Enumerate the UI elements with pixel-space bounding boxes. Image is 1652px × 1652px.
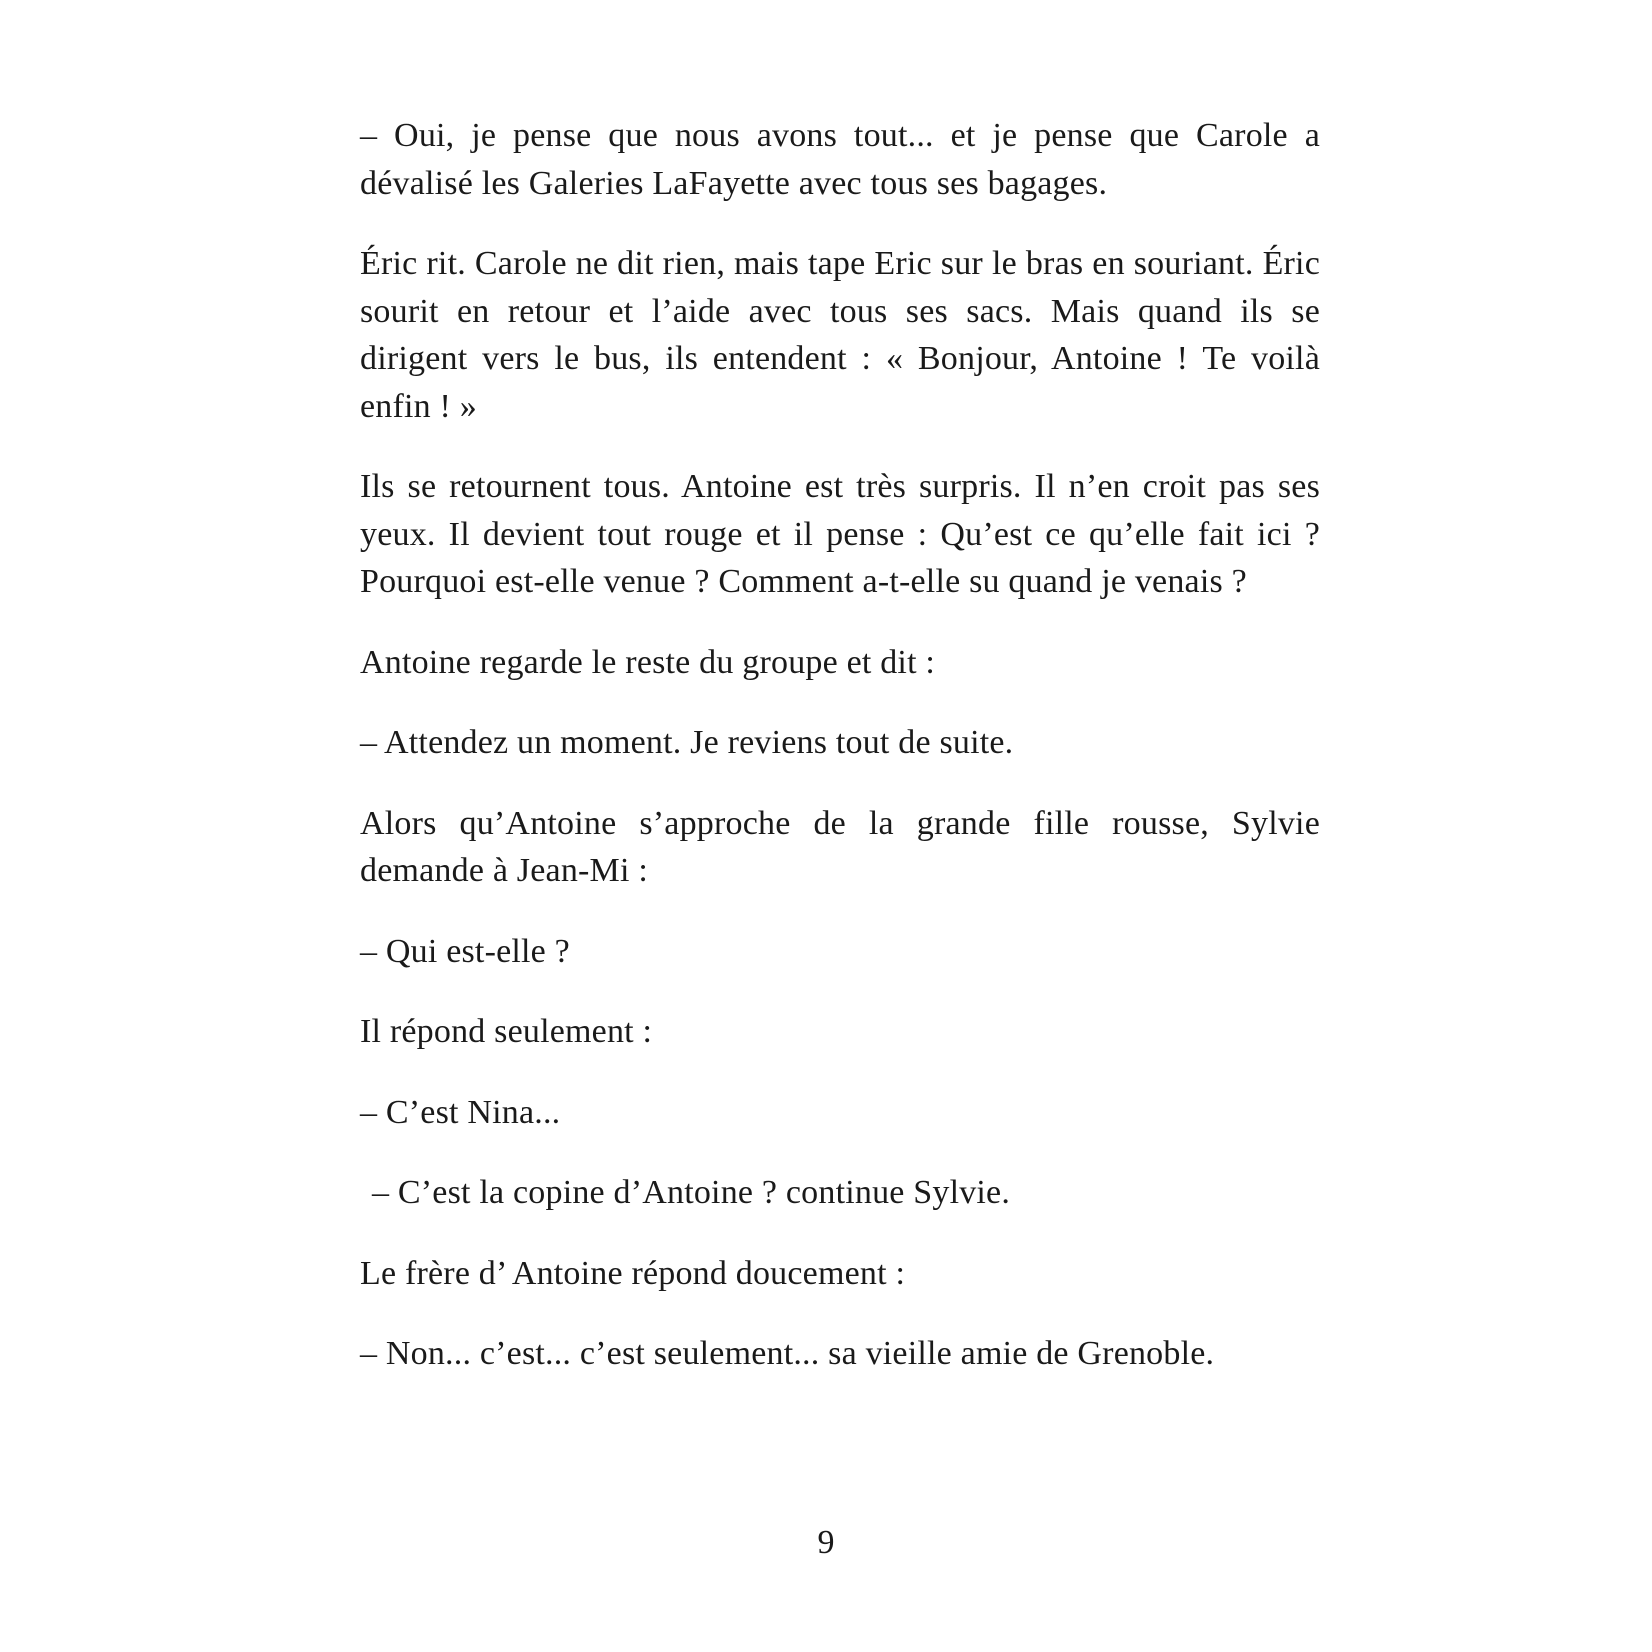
paragraph: – Non... c’est... c’est seulement... sa vieille amie de Grenoble. bbox=[360, 1335, 1215, 1372]
paragraph: – C’est la copine d’Antoine ? continue Sylvie. bbox=[372, 1174, 1011, 1211]
paragraph: – Attendez un moment. Je reviens tout de suite. bbox=[360, 724, 1014, 761]
paragraph: Alors qu’Antoine s’approche de la grande fille rousse, Sylvie demande à Jean-Mi : bbox=[360, 804, 1320, 889]
page-number: 9 bbox=[817, 1524, 835, 1561]
paragraph: Le frère d’ Antoine répond doucement : bbox=[360, 1254, 906, 1292]
paragraph: Antoine regarde le reste du groupe et dit : bbox=[360, 643, 936, 681]
paragraph: – Oui, je pense que nous avons tout... et je pense que Carole a dévalisé les Galeries LaFayette avec tous ses bagages. bbox=[360, 117, 1320, 202]
paragraph: – C’est Nina... bbox=[360, 1093, 561, 1131]
paragraph: Il répond seulement : bbox=[360, 1013, 653, 1050]
paragraph: Ils se retournent tous. Antoine est très surpris. Il n’en croit pas ses yeux. Il devient tout rouge et il pense : Qu’est ce qu’elle fait ici ? Pourquoi est-elle venue ? Comment a-t-elle su quand je venais ? bbox=[360, 468, 1320, 600]
paragraph: – Qui est-elle ? bbox=[360, 932, 570, 970]
body-text bbox=[360, 112, 1320, 1411]
paragraph: Éric rit. Carole ne dit rien, mais tape Eric sur le bras en souriant. Éric sourit en retour et l’aide avec tous ses sacs. Mais quand ils se dirigent vers le bus, ils entendent : « Bonjour, Antoine ! Te voilà enfin ! » bbox=[360, 245, 1320, 425]
